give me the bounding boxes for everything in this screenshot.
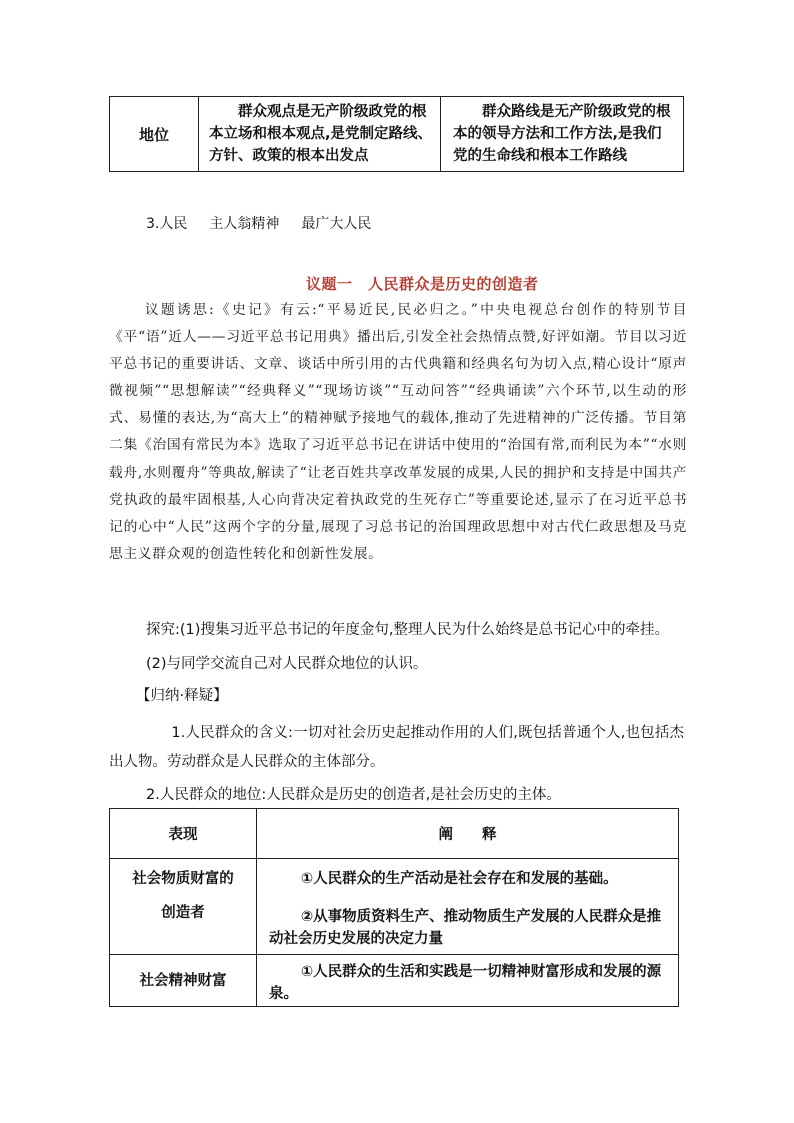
manifestation-table — [109, 808, 679, 1007]
summary-label: 【归纳·释疑】 — [136, 688, 228, 704]
answer-3-part2: 主人翁精神 — [209, 216, 280, 232]
intro-paragraph: 议题诱思:《史记》有云:“平易近民,民必归之。”中央电视总台创作的特别节目《平“语”近人——习近平总书记用典》播出后,引发全社会热情点赞,好评如潮。节目以习近平总书记的重要讲话、文章、谈话中所引用的古代典籍和经典名句为切入点,精心设计“原声微视频”“思想解读”“经典释义”“现场访谈”“互动问答”“经典诵读”六个环节,以生动的形式、易懂的表达,为“高大上”的精神赋予接地气的载体,推动了先进精神的广泛传播。节目第二集《治国有常民为本》选取了习近平总书记在讲话中使用的“治国有常,而利民为本”“水则载舟,水则覆舟”等典故,解读了“让老百姓共享改革发展的成果,人民的拥护和支持是中国共产党执政的最牢固根基,人心向背决定着执政党的生死存亡”等重要论述,显示了在习近平总书记的心中“人民”这两个字的分量,展现了习总书记的治国理政思想中对古代仁政思想及马克思主义群众观的创造性转化和创新性发展。 — [109, 302, 687, 562]
mass-line-cell: 群众路线是无产阶级政党的根本的领导方法和工作方法,是我们党的生命线和根本工作路线 — [441, 97, 684, 172]
header-explanation: 阐 释 — [257, 809, 679, 859]
answer-3-part1: 3.人民 — [146, 216, 188, 232]
answer-line-3 — [146, 213, 393, 233]
explore-question-1: 探究:(1)搜集习近平总书记的年度金句,整理人民为什么始终是总书记心中的牵挂。 — [146, 622, 670, 638]
answer-3-part3: 最广大人民 — [301, 216, 372, 232]
material-explanation — [257, 859, 679, 955]
explore-question-2: (2)与同学交流自己对人民群众地位的认识。 — [146, 656, 428, 672]
material-label-b: 创造者 — [161, 905, 205, 921]
section-heading: 议题一 人民群众是历史的创造者 — [306, 275, 539, 293]
row-label-material-wealth — [110, 859, 257, 955]
material-point-1: ①人民群众的生产活动是社会存在和发展的基础。 — [300, 871, 618, 887]
spiritual-point-1: ①人民群众的生活和实践是一切精神财富形成和发展的源泉。 — [269, 964, 662, 1002]
header-manifestation: 表现 — [110, 809, 257, 859]
row-label-spiritual-wealth: 社会精神财富 — [110, 955, 257, 1007]
material-point-2: ②从事物质资料生产、推动物质生产发展的人民群众是推动社会历史发展的决定力量 — [269, 909, 662, 947]
status-paragraph: 2.人民群众的地位:人民群众是历史的创造者,是社会历史的主体。 — [146, 787, 561, 803]
row-label-position: 地位 — [110, 97, 199, 172]
material-label-a: 社会物质财富的 — [132, 871, 234, 887]
mass-viewpoint-cell: 群众观点是无产阶级政党的根本立场和根本观点,是党制定路线、方针、政策的根本出发点 — [199, 97, 441, 172]
spiritual-explanation — [257, 955, 679, 1007]
meaning-paragraph: 1.人民群众的含义:一切对社会历史起推动作用的人们,既包括普通个人,也包括杰出人物。劳动群众是人民群众的主体部分。 — [109, 725, 684, 770]
position-comparison-table — [109, 96, 684, 172]
